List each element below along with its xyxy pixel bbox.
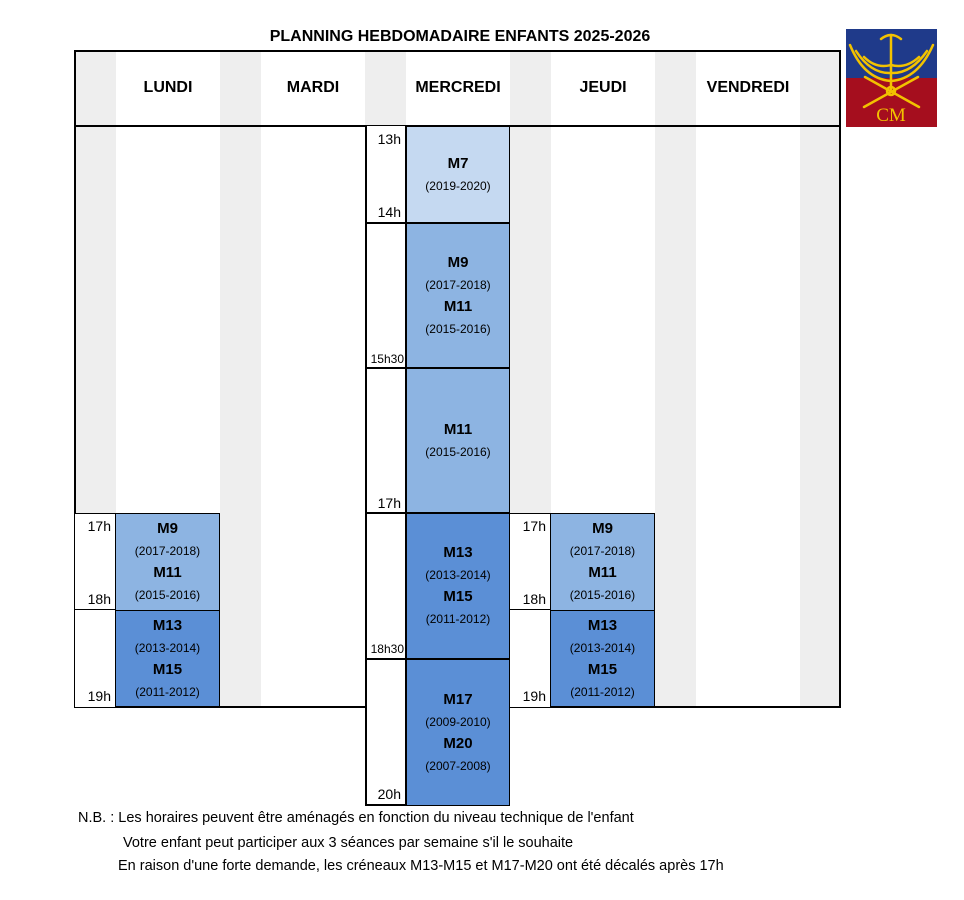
- day-header-jeudi: JEUDI: [579, 79, 627, 96]
- level-label: M11: [443, 297, 473, 315]
- birth-years: (2015-2016): [425, 444, 491, 459]
- day-header-lundi: LUNDI: [143, 79, 193, 96]
- jeudi-time-18h: 18h: [522, 591, 546, 607]
- birth-years: (2011-2012): [425, 612, 491, 626]
- birth-years: (2011-2012): [570, 684, 635, 699]
- birth-years: (2015-2016): [134, 588, 201, 602]
- mercredi-slot-m11: [406, 368, 510, 513]
- birth-years: (2017-2018): [425, 277, 491, 292]
- level-label: M13: [443, 544, 473, 561]
- mercredi-slot-m7: [406, 126, 510, 223]
- svg-text:CM: CM: [876, 105, 906, 126]
- page-title: PLANNING HEBDOMADAIRE ENFANTS 2025-2026: [269, 28, 651, 45]
- day-header-mercredi: MERCREDI: [415, 79, 501, 96]
- mercredi-time-18h30: 18h30: [370, 642, 404, 656]
- birth-years: (2013-2014): [425, 568, 491, 582]
- mercredi-time-14h: 14h: [377, 204, 401, 220]
- mercredi-time-17h: 17h: [377, 495, 401, 511]
- jeudi-time-17h: 17h: [522, 518, 546, 534]
- birth-years: (2015-2016): [425, 321, 491, 336]
- note-line-1: N.B. : Les horaires peuvent être aménagés en fonction du niveau technique de l'enfant: [78, 810, 634, 826]
- birth-years: (2015-2016): [569, 588, 636, 602]
- lundi-slot-m13-m15: [115, 610, 220, 707]
- lundi-time-19h: 19h: [87, 688, 111, 704]
- mercredi-time-15h30: 15h30: [370, 352, 404, 366]
- level-label: M17: [443, 690, 473, 708]
- level-label: M11: [588, 564, 617, 581]
- level-label: M9: [157, 520, 178, 537]
- level-label: M9: [592, 520, 613, 537]
- fencing-crest-icon: [846, 29, 937, 127]
- level-label: M15: [587, 660, 618, 678]
- mercredi-slot-m13-m15: [406, 513, 510, 659]
- level-label: M11: [443, 420, 473, 438]
- lundi-time-17h: 17h: [87, 518, 111, 534]
- birth-years: (2009-2010): [425, 714, 491, 729]
- jeudi-time-19h: 19h: [522, 688, 546, 704]
- level-label: M15: [152, 660, 183, 678]
- level-label: M15: [443, 588, 473, 605]
- level-label: M7: [447, 154, 469, 172]
- jeudi-slot-m13-m15: [550, 610, 655, 707]
- birth-years: (2017-2018): [134, 544, 201, 558]
- mercredi-time-13h: 13h: [377, 131, 401, 147]
- note-line-3: En raison d'une forte demande, les créneaux M13-M15 et M17-M20 ont été décalés après 17h: [118, 858, 724, 874]
- jeudi-slot-m9-m11: [550, 513, 655, 611]
- note-line-2: Votre enfant peut participer aux 3 séances par semaine s'il le souhaite: [123, 835, 574, 851]
- birth-years: (2013-2014): [134, 640, 201, 655]
- level-label: M13: [587, 616, 618, 634]
- birth-years: (2017-2018): [569, 544, 636, 558]
- birth-years: (2019-2020): [425, 178, 491, 193]
- level-label: M20: [443, 734, 473, 752]
- day-header-mardi: MARDI: [286, 79, 340, 96]
- level-label: M9: [447, 253, 469, 271]
- lundi-time-18h: 18h: [87, 591, 111, 607]
- lundi-slot-m9-m11: [115, 513, 220, 611]
- birth-years: (2013-2014): [569, 640, 636, 655]
- mercredi-slot-m9-m11: [406, 223, 510, 368]
- level-label: M11: [153, 564, 182, 581]
- birth-years: (2007-2008): [425, 758, 491, 773]
- mercredi-slot-m17-m20: [406, 659, 510, 806]
- birth-years: (2011-2012): [135, 684, 200, 699]
- club-logo: [846, 29, 937, 127]
- day-header-vendredi: VENDREDI: [706, 79, 790, 96]
- mercredi-time-20h: 20h: [377, 786, 401, 802]
- level-label: M13: [152, 616, 183, 634]
